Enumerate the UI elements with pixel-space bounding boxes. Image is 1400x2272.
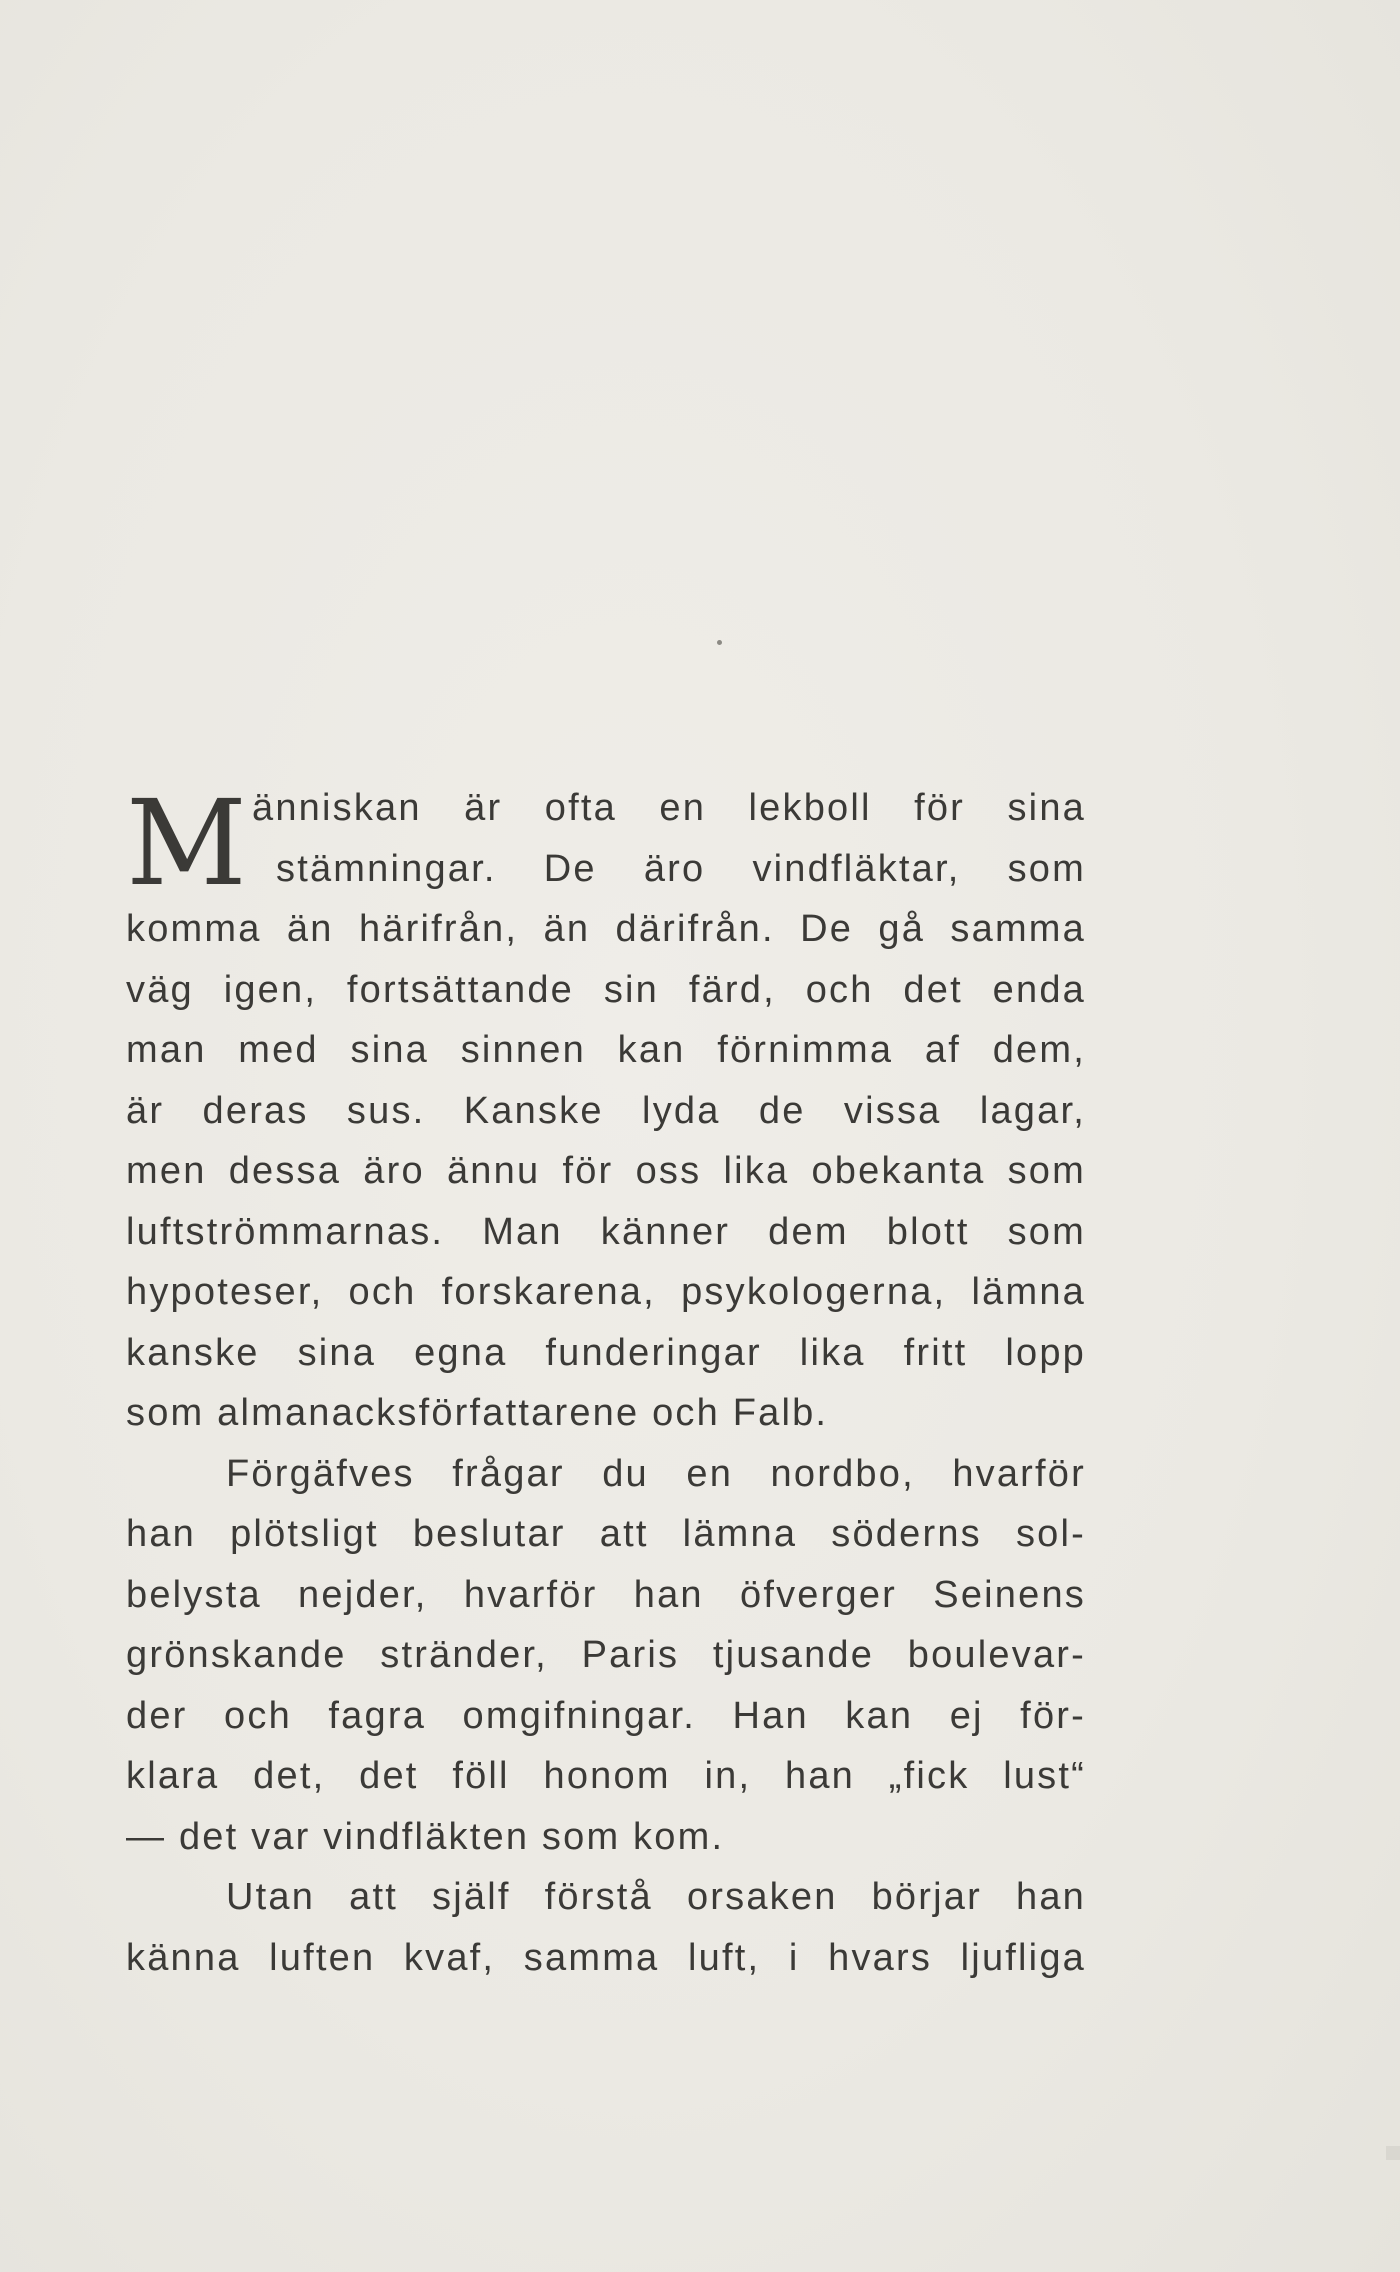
text-line: som almanacksförfattarene och Falb. <box>126 1392 829 1434</box>
text-line: men dessa äro ännu för oss lika obekanta som <box>126 1150 1086 1192</box>
text-line: väg igen, fortsättande sin färd, och det enda <box>126 968 1086 1011</box>
text-line: Utan att själf förstå orsaken börjar han <box>226 1876 1086 1918</box>
text-line: komma än härifrån, än därifrån. De gå samma <box>126 908 1086 950</box>
text-line: grönskande stränder, Paris tjusande boulevar- <box>126 1634 1086 1676</box>
text-line: hypoteser, och forskarena, psykologerna, lämna <box>126 1271 1086 1313</box>
text-line: änniskan är ofta en lekboll för sina <box>252 787 1086 829</box>
text-line: är deras sus. Kanske lyda de vissa lagar, <box>126 1089 1086 1132</box>
text-line: der och fagra omgifningar. Han kan ej för- <box>126 1694 1086 1737</box>
drop-cap: M <box>126 774 247 912</box>
body-text <box>126 774 1086 1988</box>
text-line: luftströmmarnas. Man känner dem blott som <box>126 1210 1086 1253</box>
text-line: känna luften kvaf, samma luft, i hvars ljufliga <box>126 1936 1086 1979</box>
text-line: klara det, det föll honom in, han „fick lust“ <box>126 1755 1086 1797</box>
text-line: stämningar. De äro vindfläktar, som <box>276 847 1086 890</box>
text-line: man med sina sinnen kan förnimma af dem, <box>126 1029 1086 1071</box>
page-edge-mark <box>1386 2146 1400 2160</box>
print-speck <box>717 640 722 645</box>
text-line: belysta nejder, hvarför han öfverger Seinens <box>126 1573 1086 1616</box>
text-line: Förgäfves frågar du en nordbo, hvarför <box>226 1452 1086 1495</box>
text-line: han plötsligt beslutar att lämna söderns sol- <box>126 1513 1086 1555</box>
text-line: kanske sina egna funderingar lika fritt lopp <box>126 1331 1086 1374</box>
text-line: — det var vindfläkten som kom. <box>126 1815 725 1858</box>
